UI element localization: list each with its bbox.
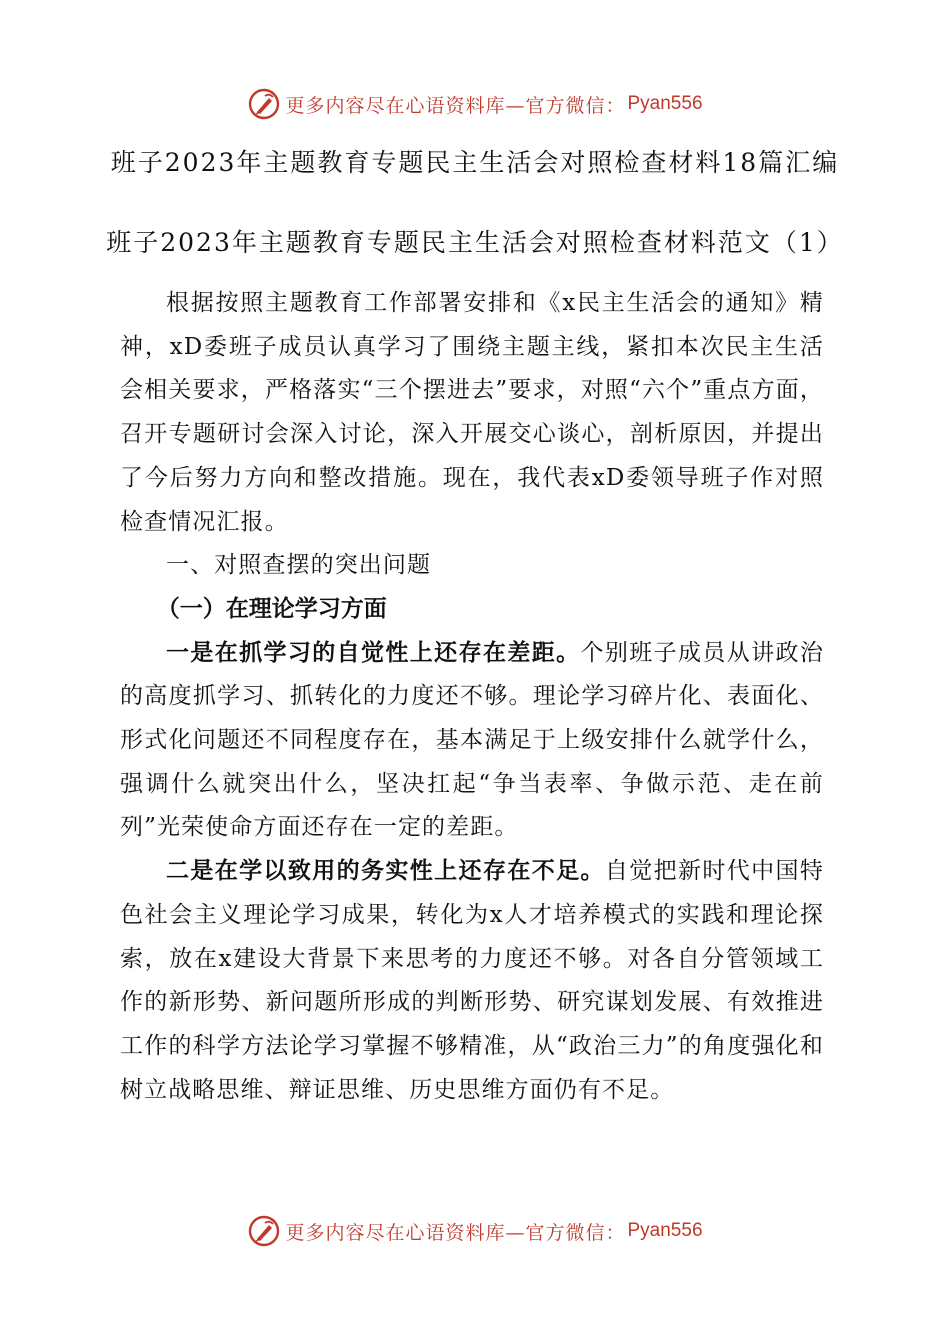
pen-nib-logo-icon <box>247 1214 281 1248</box>
document-subtitle: 班子2023年主题教育专题民主生活会对照检查材料范文（1） <box>106 228 844 257</box>
watermark-banner-top <box>0 84 950 124</box>
pen-nib-logo-icon <box>247 87 281 121</box>
point-1-lead: 一是在抓学习的自觉性上还存在差距。 <box>166 639 581 666</box>
point-paragraph-1 <box>120 632 824 851</box>
section-heading: 一、对照查摆的突出问题 <box>166 552 432 579</box>
subsection-heading: （一）在理论学习方面 <box>156 595 387 622</box>
watermark-wechat-id: Pyan556 <box>627 1220 703 1241</box>
watermark-text: 更多内容尽在心语资料库—官方微信： <box>285 94 626 117</box>
watermark-wechat-id: Pyan556 <box>627 93 703 114</box>
watermark-banner-bottom <box>0 1211 950 1251</box>
point-1-body: 个别班子成员从讲政治的高度抓学习、抓转化的力度还不够。理论学习碎片化、表面化、形式化问题还不同程度存在，基本满足于上级安排什么就学什么，强调什么就突出什么，坚决扛起“争当表率、争做示范、走在前列”光荣使命方面还存在一定的差距。 <box>120 639 825 841</box>
document-title: 班子2023年主题教育专题民主生活会对照检查材料18篇汇编 <box>110 148 840 177</box>
point-2-body: 自觉把新时代中国特色社会主义理论学习成果，转化为x人才培养模式的实践和理论探索，放在x建设大背景下来思考的力度还不够。对各自分管领域工作的新形势、新问题所形成的判断形势、研究谋划发展、有效推进工作的科学方法论学习掌握不够精准，从“政治三力”的角度强化和树立战略思维、辩证思维、历史思维方面仍有不足。 <box>120 858 824 1103</box>
intro-paragraph: 根据按照主题教育工作部署安排和《x民主生活会的通知》精神，xD委班子成员认真学习了围绕主题主线，紧扣本次民主生活会相关要求，严格落实“三个摆进去”要求，对照“六个”重点方面，召开专题研讨会深入讨论，深入开展交心谈心，剖析原因，并提出了今后努力方向和整改措施。现在，我代表xD委领导班子作对照检查情况汇报。 <box>120 290 824 535</box>
point-paragraph-2 <box>120 850 824 1112</box>
point-2-lead: 二是在学以致用的务实性上还存在不足。 <box>166 858 605 885</box>
watermark-text: 更多内容尽在心语资料库—官方微信： <box>285 1221 626 1244</box>
document-body <box>120 282 824 1112</box>
